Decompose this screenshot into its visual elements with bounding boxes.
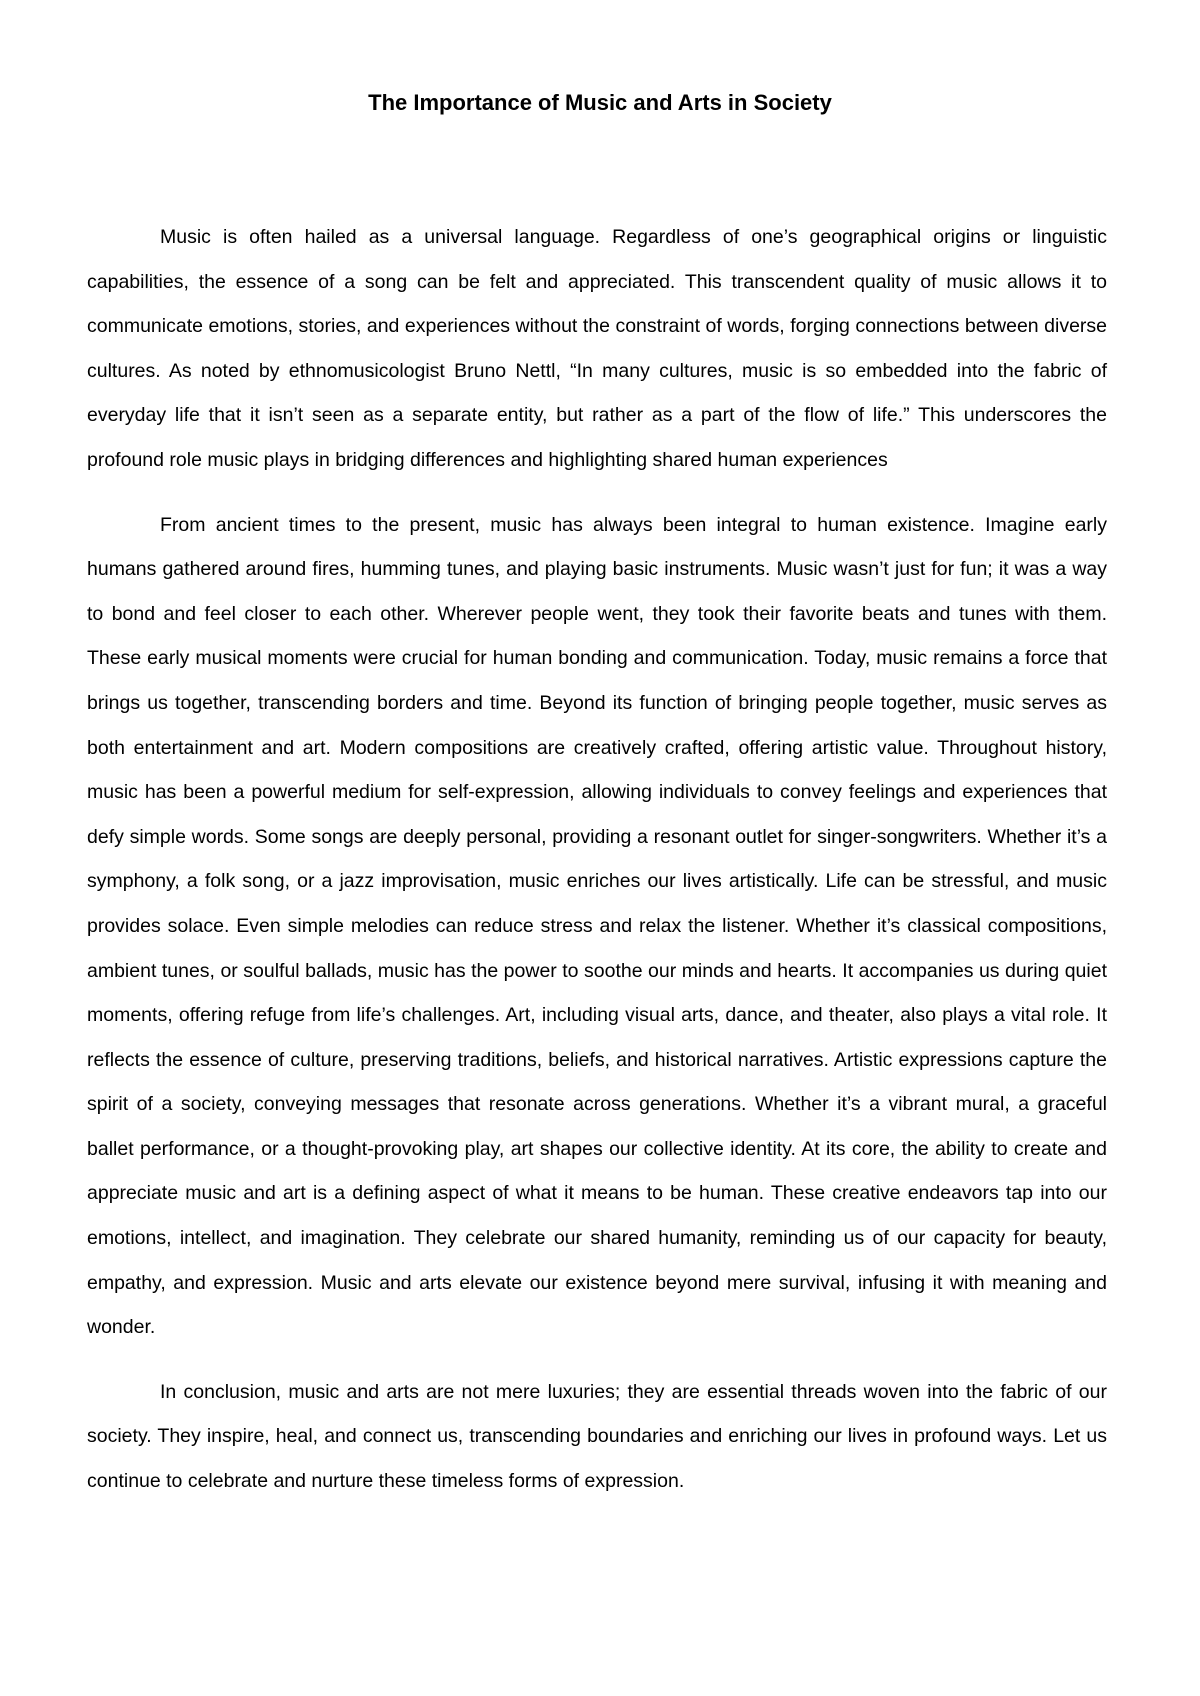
document-body bbox=[87, 215, 1107, 1504]
paragraph-music-history-and-arts: From ancient times to the present, music has always been integral to human existence. Imagine early humans gathered around fires, humming tunes, and playing basic instruments. Music wasn’t just for fun; it was a way to bond and feel closer to each other. Wherever people went, they took their favorite beats and tunes with them. These early musical moments were crucial for human bonding and communication. Today, music remains a force that brings us together, transcending borders and time. Beyond its function of bringing people together, music serves as both entertainment and art. Modern compositions are creatively crafted, offering artistic value. Throughout history, music has been a powerful medium for self-expression, allowing individuals to convey feelings and experiences that defy simple words. Some songs are deeply personal, providing a resonant outlet for singer-songwriters. Whether it’s a symphony, a folk song, or a jazz improvisation, music enriches our lives artistically. Life can be stressful, and music provides solace. Even simple melodies can reduce stress and relax the listener. Whether it’s classical compositions, ambient tunes, or soulful ballads, music has the power to soothe our minds and hearts. It accompanies us during quiet moments, offering refuge from life’s challenges. Art, including visual arts, dance, and theater, also plays a vital role. It reflects the essence of culture, preserving traditions, beliefs, and historical narratives. Artistic expressions capture the spirit of a society, conveying messages that resonate across generations. Whether it’s a vibrant mural, a graceful ballet performance, or a thought-provoking play, art shapes our collective identity. At its core, the ability to create and appreciate music and art is a defining aspect of what it means to be human. These creative endeavors tap into our emotions, intellect, and imagination. They celebrate our shared humanity, reminding us of our capacity for beauty, empathy, and expression. Music and arts elevate our existence beyond mere survival, infusing it with meaning and wonder. bbox=[87, 513, 1107, 1339]
document-title: The Importance of Music and Arts in Society bbox=[368, 90, 832, 115]
paragraph-universal-language: Music is often hailed as a universal language. Regardless of one’s geographical origins or linguistic capabilities, the essence of a song can be felt and appreciated. This transcendent quality of music allows it to communicate emotions, stories, and experiences without the constraint of words, forging connections between diverse cultures. As noted by ethnomusicologist Bruno Nettl, “In many cultures, music is so embedded into the fabric of everyday life that it isn’t seen as a separate entity, but rather as a part of the flow of life.” This underscores the profound role music plays in bridging differences and highlighting shared human experiences bbox=[87, 226, 1107, 471]
paragraph-conclusion: In conclusion, music and arts are not mere luxuries; they are essential threads woven into the fabric of our society. They inspire, heal, and connect us, transcending boundaries and enriching our lives in profound ways. Let us continue to celebrate and nurture these timeless forms of expression. bbox=[87, 1380, 1107, 1493]
